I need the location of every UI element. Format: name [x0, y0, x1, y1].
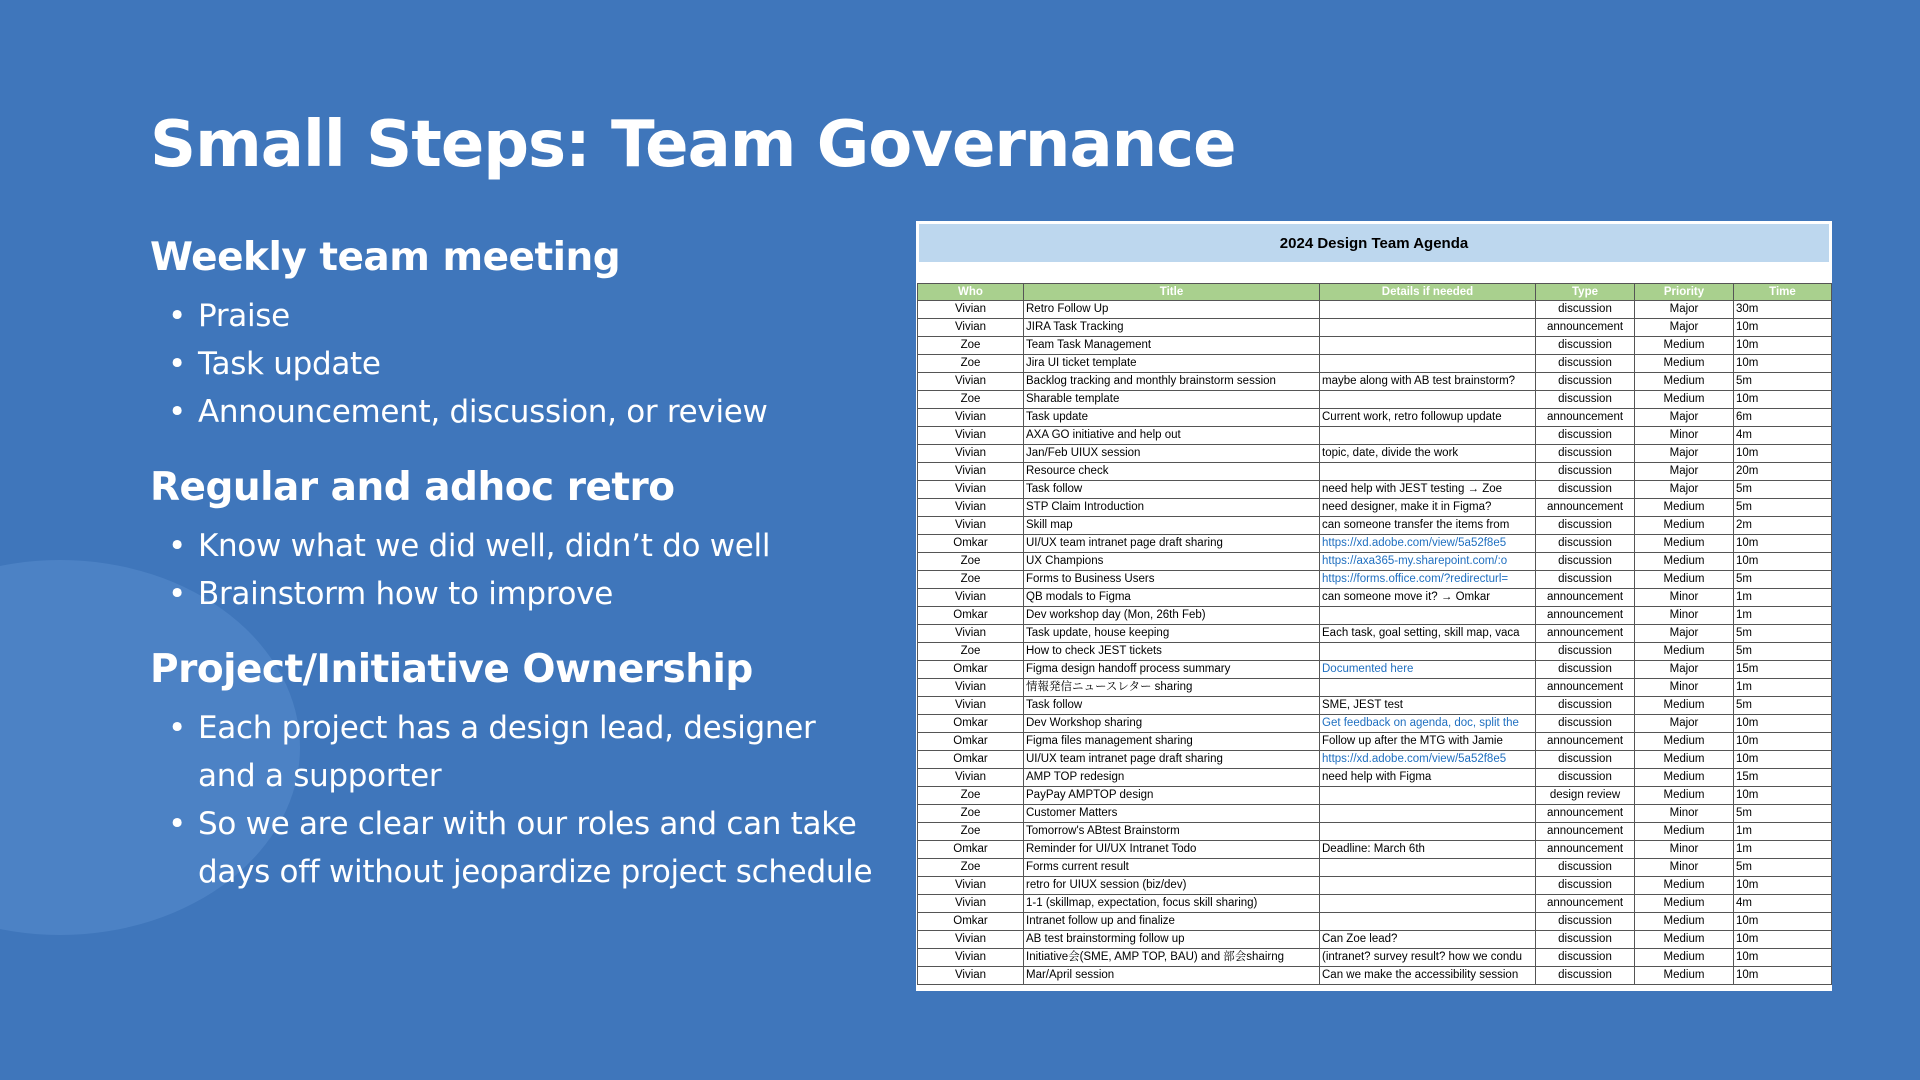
cell-details: Each task, goal setting, skill map, vaca — [1320, 625, 1536, 643]
cell-priority: Medium — [1635, 931, 1734, 949]
cell-priority: Major — [1635, 445, 1734, 463]
cell-title: Initiative会(SME, AMP TOP, BAU) and 部会shairng — [1024, 949, 1320, 967]
table-row — [918, 949, 1832, 967]
cell-details-link[interactable]: https://xd.adobe.com/view/5a52f8e5 — [1320, 535, 1536, 553]
cell-who: Vivian — [918, 931, 1024, 949]
bullet-item: • Brainstorm how to improve — [150, 570, 880, 618]
cell-time: 5m — [1734, 481, 1832, 499]
cell-type: announcement — [1536, 895, 1635, 913]
cell-title: Customer Matters — [1024, 805, 1320, 823]
cell-time: 10m — [1734, 535, 1832, 553]
table-row — [918, 625, 1832, 643]
cell-priority: Major — [1635, 481, 1734, 499]
cell-title: Jan/Feb UIUX session — [1024, 445, 1320, 463]
cell-type: discussion — [1536, 517, 1635, 535]
agenda-spreadsheet — [916, 221, 1832, 991]
bullet-list — [150, 522, 880, 618]
cell-title: Forms to Business Users — [1024, 571, 1320, 589]
table-row — [918, 679, 1832, 697]
section-heading: Project/Initiative Ownership — [150, 647, 753, 692]
cell-title: Task update, house keeping — [1024, 625, 1320, 643]
cell-details — [1320, 877, 1536, 895]
cell-time: 10m — [1734, 733, 1832, 751]
cell-time: 1m — [1734, 823, 1832, 841]
cell-time: 5m — [1734, 571, 1832, 589]
cell-time: 5m — [1734, 499, 1832, 517]
cell-time: 10m — [1734, 751, 1832, 769]
table-row — [918, 409, 1832, 427]
cell-type: discussion — [1536, 535, 1635, 553]
cell-time: 10m — [1734, 391, 1832, 409]
cell-type: discussion — [1536, 301, 1635, 319]
cell-details — [1320, 301, 1536, 319]
cell-time: 30m — [1734, 301, 1832, 319]
cell-who: Vivian — [918, 409, 1024, 427]
cell-title: Reminder for UI/UX Intranet Todo — [1024, 841, 1320, 859]
cell-details: can someone move it? → Omkar — [1320, 589, 1536, 607]
cell-details — [1320, 643, 1536, 661]
cell-title: STP Claim Introduction — [1024, 499, 1320, 517]
bullet-item: • Each project has a design lead, designer and a supporter — [150, 704, 880, 800]
cell-priority: Minor — [1635, 841, 1734, 859]
table-row — [918, 607, 1832, 625]
cell-priority: Medium — [1635, 553, 1734, 571]
table-row — [918, 967, 1832, 985]
cell-title: Backlog tracking and monthly brainstorm session — [1024, 373, 1320, 391]
cell-priority: Medium — [1635, 391, 1734, 409]
cell-type: discussion — [1536, 769, 1635, 787]
cell-title: AXA GO initiative and help out — [1024, 427, 1320, 445]
cell-time: 5m — [1734, 643, 1832, 661]
cell-details — [1320, 859, 1536, 877]
cell-who: Zoe — [918, 391, 1024, 409]
cell-time: 10m — [1734, 787, 1832, 805]
cell-title: UI/UX team intranet page draft sharing — [1024, 535, 1320, 553]
cell-details: Current work, retro followup update — [1320, 409, 1536, 427]
cell-type: announcement — [1536, 841, 1635, 859]
column-header-who: Who — [918, 284, 1024, 301]
cell-time: 10m — [1734, 715, 1832, 733]
cell-details: topic, date, divide the work — [1320, 445, 1536, 463]
cell-who: Vivian — [918, 301, 1024, 319]
cell-who: Zoe — [918, 553, 1024, 571]
column-header-priority: Priority — [1635, 284, 1734, 301]
cell-type: announcement — [1536, 679, 1635, 697]
cell-type: discussion — [1536, 355, 1635, 373]
cell-type: announcement — [1536, 625, 1635, 643]
cell-title: AMP TOP redesign — [1024, 769, 1320, 787]
cell-time: 5m — [1734, 805, 1832, 823]
bullet-item: • Task update — [150, 340, 880, 388]
cell-type: discussion — [1536, 391, 1635, 409]
cell-details: Follow up after the MTG with Jamie — [1320, 733, 1536, 751]
cell-priority: Medium — [1635, 751, 1734, 769]
cell-details — [1320, 391, 1536, 409]
cell-who: Vivian — [918, 877, 1024, 895]
cell-type: announcement — [1536, 409, 1635, 427]
cell-priority: Medium — [1635, 733, 1734, 751]
cell-type: announcement — [1536, 319, 1635, 337]
column-header-time: Time — [1734, 284, 1832, 301]
cell-priority: Minor — [1635, 607, 1734, 625]
section-ownership — [150, 644, 880, 896]
cell-priority: Minor — [1635, 427, 1734, 445]
table-row — [918, 859, 1832, 877]
cell-time: 5m — [1734, 625, 1832, 643]
cell-type: discussion — [1536, 877, 1635, 895]
table-row — [918, 355, 1832, 373]
cell-who: Zoe — [918, 787, 1024, 805]
cell-details: need help with JEST testing → Zoe — [1320, 481, 1536, 499]
cell-time: 4m — [1734, 895, 1832, 913]
cell-title: AB test brainstorming follow up — [1024, 931, 1320, 949]
header-row — [918, 284, 1832, 301]
cell-who: Omkar — [918, 715, 1024, 733]
cell-details: can someone transfer the items from — [1320, 517, 1536, 535]
cell-time: 5m — [1734, 373, 1832, 391]
cell-title: Skill map — [1024, 517, 1320, 535]
cell-priority: Medium — [1635, 697, 1734, 715]
cell-time: 15m — [1734, 769, 1832, 787]
cell-priority: Minor — [1635, 805, 1734, 823]
cell-details — [1320, 895, 1536, 913]
cell-who: Omkar — [918, 913, 1024, 931]
cell-type: announcement — [1536, 499, 1635, 517]
cell-priority: Major — [1635, 715, 1734, 733]
cell-who: Omkar — [918, 733, 1024, 751]
section-weekly-meeting — [150, 232, 880, 436]
table-row — [918, 499, 1832, 517]
table-row — [918, 931, 1832, 949]
bullet-item: • Praise — [150, 292, 880, 340]
cell-details-link[interactable]: Documented here — [1320, 661, 1536, 679]
cell-who: Zoe — [918, 859, 1024, 877]
cell-who: Vivian — [918, 697, 1024, 715]
cell-type: discussion — [1536, 553, 1635, 571]
table-row — [918, 643, 1832, 661]
cell-details: Can we make the accessibility session — [1320, 967, 1536, 985]
cell-type: design review — [1536, 787, 1635, 805]
cell-time: 10m — [1734, 949, 1832, 967]
cell-type: discussion — [1536, 337, 1635, 355]
table-row — [918, 463, 1832, 481]
cell-details: need designer, make it in Figma? — [1320, 499, 1536, 517]
cell-details — [1320, 319, 1536, 337]
cell-title: 1-1 (skillmap, expectation, focus skill sharing) — [1024, 895, 1320, 913]
cell-priority: Medium — [1635, 877, 1734, 895]
table-row — [918, 373, 1832, 391]
cell-priority: Major — [1635, 661, 1734, 679]
table-row — [918, 769, 1832, 787]
bullet-item: • So we are clear with our roles and can take days off without jeopardize project schedule — [150, 800, 880, 896]
cell-title: Dev workshop day (Mon, 26th Feb) — [1024, 607, 1320, 625]
table-row — [918, 517, 1832, 535]
cell-type: discussion — [1536, 463, 1635, 481]
cell-details: maybe along with AB test brainstorm? — [1320, 373, 1536, 391]
cell-details-link[interactable]: Get feedback on agenda, doc, split the — [1320, 715, 1536, 733]
cell-who: Vivian — [918, 949, 1024, 967]
cell-time: 10m — [1734, 877, 1832, 895]
cell-priority: Medium — [1635, 949, 1734, 967]
cell-priority: Medium — [1635, 787, 1734, 805]
cell-who: Zoe — [918, 643, 1024, 661]
table-row — [918, 805, 1832, 823]
cell-time: 6m — [1734, 409, 1832, 427]
cell-details-link[interactable]: https://forms.office.com/?redirecturl= — [1320, 571, 1536, 589]
cell-time: 20m — [1734, 463, 1832, 481]
cell-details — [1320, 823, 1536, 841]
cell-type: announcement — [1536, 805, 1635, 823]
cell-who: Zoe — [918, 805, 1024, 823]
cell-who: Vivian — [918, 769, 1024, 787]
table-row — [918, 337, 1832, 355]
agenda-table — [917, 283, 1832, 985]
bullet-item: • Know what we did well, didn’t do well — [150, 522, 880, 570]
cell-title: Figma files management sharing — [1024, 733, 1320, 751]
cell-type: discussion — [1536, 967, 1635, 985]
cell-type: discussion — [1536, 931, 1635, 949]
cell-title: Retro Follow Up — [1024, 301, 1320, 319]
slide-title: Small Steps: Team Governance — [150, 108, 1236, 182]
cell-title: Sharable template — [1024, 391, 1320, 409]
cell-who: Vivian — [918, 373, 1024, 391]
cell-type: discussion — [1536, 445, 1635, 463]
cell-type: announcement — [1536, 589, 1635, 607]
cell-time: 5m — [1734, 697, 1832, 715]
cell-details: SME, JEST test — [1320, 697, 1536, 715]
cell-type: discussion — [1536, 643, 1635, 661]
cell-who: Vivian — [918, 319, 1024, 337]
cell-title: UX Champions — [1024, 553, 1320, 571]
cell-priority: Medium — [1635, 823, 1734, 841]
cell-priority: Minor — [1635, 589, 1734, 607]
cell-title: Mar/April session — [1024, 967, 1320, 985]
table-row — [918, 589, 1832, 607]
cell-details: Deadline: March 6th — [1320, 841, 1536, 859]
cell-priority: Medium — [1635, 535, 1734, 553]
column-header-details: Details if needed — [1320, 284, 1536, 301]
cell-who: Vivian — [918, 895, 1024, 913]
cell-priority: Medium — [1635, 913, 1734, 931]
bullet-item: • Announcement, discussion, or review — [150, 388, 880, 436]
table-row — [918, 553, 1832, 571]
cell-title: Forms current result — [1024, 859, 1320, 877]
cell-type: discussion — [1536, 913, 1635, 931]
column-header-title: Title — [1024, 284, 1320, 301]
cell-title: Figma design handoff process summary — [1024, 661, 1320, 679]
cell-details — [1320, 607, 1536, 625]
table-row — [918, 841, 1832, 859]
table-row — [918, 661, 1832, 679]
cell-details — [1320, 679, 1536, 697]
cell-type: discussion — [1536, 661, 1635, 679]
cell-type: discussion — [1536, 481, 1635, 499]
cell-who: Vivian — [918, 589, 1024, 607]
cell-details — [1320, 913, 1536, 931]
cell-time: 10m — [1734, 445, 1832, 463]
table-row — [918, 895, 1832, 913]
cell-time: 10m — [1734, 553, 1832, 571]
cell-time: 10m — [1734, 337, 1832, 355]
cell-title: Resource check — [1024, 463, 1320, 481]
sheet-title: 2024 Design Team Agenda — [919, 224, 1829, 262]
cell-time: 10m — [1734, 967, 1832, 985]
table-row — [918, 391, 1832, 409]
cell-details: need help with Figma — [1320, 769, 1536, 787]
cell-title: Task follow — [1024, 697, 1320, 715]
cell-time: 1m — [1734, 841, 1832, 859]
cell-priority: Medium — [1635, 643, 1734, 661]
cell-who: Vivian — [918, 499, 1024, 517]
cell-details-link[interactable]: https://axa365-my.sharepoint.com/:o — [1320, 553, 1536, 571]
cell-who: Zoe — [918, 823, 1024, 841]
cell-type: discussion — [1536, 751, 1635, 769]
cell-type: announcement — [1536, 733, 1635, 751]
cell-time: 10m — [1734, 913, 1832, 931]
table-row — [918, 319, 1832, 337]
cell-type: discussion — [1536, 571, 1635, 589]
cell-time: 10m — [1734, 931, 1832, 949]
section-retro — [150, 462, 880, 618]
cell-priority: Medium — [1635, 355, 1734, 373]
cell-details — [1320, 427, 1536, 445]
cell-who: Vivian — [918, 625, 1024, 643]
cell-who: Omkar — [918, 841, 1024, 859]
cell-priority: Major — [1635, 409, 1734, 427]
cell-details: Can Zoe lead? — [1320, 931, 1536, 949]
table-row — [918, 751, 1832, 769]
table-row — [918, 481, 1832, 499]
table-row — [918, 301, 1832, 319]
table-row — [918, 535, 1832, 553]
cell-priority: Medium — [1635, 499, 1734, 517]
cell-title: Dev Workshop sharing — [1024, 715, 1320, 733]
cell-details — [1320, 463, 1536, 481]
cell-title: PayPay AMPTOP design — [1024, 787, 1320, 805]
cell-type: announcement — [1536, 823, 1635, 841]
cell-details — [1320, 337, 1536, 355]
cell-priority: Medium — [1635, 769, 1734, 787]
cell-priority: Minor — [1635, 679, 1734, 697]
cell-type: discussion — [1536, 427, 1635, 445]
cell-priority: Medium — [1635, 337, 1734, 355]
cell-who: Zoe — [918, 355, 1024, 373]
cell-who: Omkar — [918, 751, 1024, 769]
cell-type: discussion — [1536, 715, 1635, 733]
cell-who: Vivian — [918, 445, 1024, 463]
cell-title: Task follow — [1024, 481, 1320, 499]
cell-priority: Major — [1635, 625, 1734, 643]
cell-time: 1m — [1734, 679, 1832, 697]
cell-who: Vivian — [918, 463, 1024, 481]
cell-who: Vivian — [918, 517, 1024, 535]
table-row — [918, 571, 1832, 589]
bullet-list — [150, 704, 880, 896]
cell-title: 情報発信ニュースレター sharing — [1024, 679, 1320, 697]
cell-time: 5m — [1734, 859, 1832, 877]
cell-who: Vivian — [918, 679, 1024, 697]
table-row — [918, 913, 1832, 931]
agenda-body — [918, 301, 1832, 985]
cell-priority: Medium — [1635, 571, 1734, 589]
cell-time: 2m — [1734, 517, 1832, 535]
cell-time: 1m — [1734, 589, 1832, 607]
cell-time: 10m — [1734, 319, 1832, 337]
table-row — [918, 823, 1832, 841]
column-header-type: Type — [1536, 284, 1635, 301]
table-row — [918, 733, 1832, 751]
cell-priority: Medium — [1635, 895, 1734, 913]
cell-type: announcement — [1536, 607, 1635, 625]
cell-title: QB modals to Figma — [1024, 589, 1320, 607]
table-row — [918, 877, 1832, 895]
cell-who: Omkar — [918, 661, 1024, 679]
cell-who: Vivian — [918, 427, 1024, 445]
cell-priority: Minor — [1635, 859, 1734, 877]
cell-priority: Medium — [1635, 373, 1734, 391]
cell-priority: Major — [1635, 301, 1734, 319]
table-row — [918, 445, 1832, 463]
section-heading: Weekly team meeting — [150, 235, 621, 280]
cell-title: retro for UIUX session (biz/dev) — [1024, 877, 1320, 895]
cell-who: Omkar — [918, 607, 1024, 625]
cell-priority: Major — [1635, 463, 1734, 481]
cell-priority: Medium — [1635, 517, 1734, 535]
cell-title: UI/UX team intranet page draft sharing — [1024, 751, 1320, 769]
cell-time: 4m — [1734, 427, 1832, 445]
cell-title: Tomorrow's ABtest Brainstorm — [1024, 823, 1320, 841]
cell-type: discussion — [1536, 949, 1635, 967]
cell-priority: Major — [1635, 319, 1734, 337]
cell-title: Jira UI ticket template — [1024, 355, 1320, 373]
cell-title: How to check JEST tickets — [1024, 643, 1320, 661]
cell-details-link[interactable]: https://xd.adobe.com/view/5a52f8e5 — [1320, 751, 1536, 769]
cell-who: Vivian — [918, 967, 1024, 985]
cell-time: 15m — [1734, 661, 1832, 679]
cell-time: 10m — [1734, 355, 1832, 373]
cell-type: discussion — [1536, 859, 1635, 877]
cell-title: Task update — [1024, 409, 1320, 427]
cell-details: (intranet? survey result? how we condu — [1320, 949, 1536, 967]
cell-who: Vivian — [918, 481, 1024, 499]
table-row — [918, 787, 1832, 805]
content-column — [150, 232, 880, 922]
cell-priority: Medium — [1635, 967, 1734, 985]
cell-who: Omkar — [918, 535, 1024, 553]
cell-details — [1320, 787, 1536, 805]
bullet-list — [150, 292, 880, 436]
cell-title: Intranet follow up and finalize — [1024, 913, 1320, 931]
cell-type: discussion — [1536, 373, 1635, 391]
cell-time: 1m — [1734, 607, 1832, 625]
cell-title: Team Task Management — [1024, 337, 1320, 355]
cell-who: Zoe — [918, 571, 1024, 589]
table-row — [918, 697, 1832, 715]
cell-title: JIRA Task Tracking — [1024, 319, 1320, 337]
table-row — [918, 715, 1832, 733]
cell-details — [1320, 355, 1536, 373]
cell-details — [1320, 805, 1536, 823]
cell-type: discussion — [1536, 697, 1635, 715]
table-row — [918, 427, 1832, 445]
cell-who: Zoe — [918, 337, 1024, 355]
section-heading: Regular and adhoc retro — [150, 465, 675, 510]
